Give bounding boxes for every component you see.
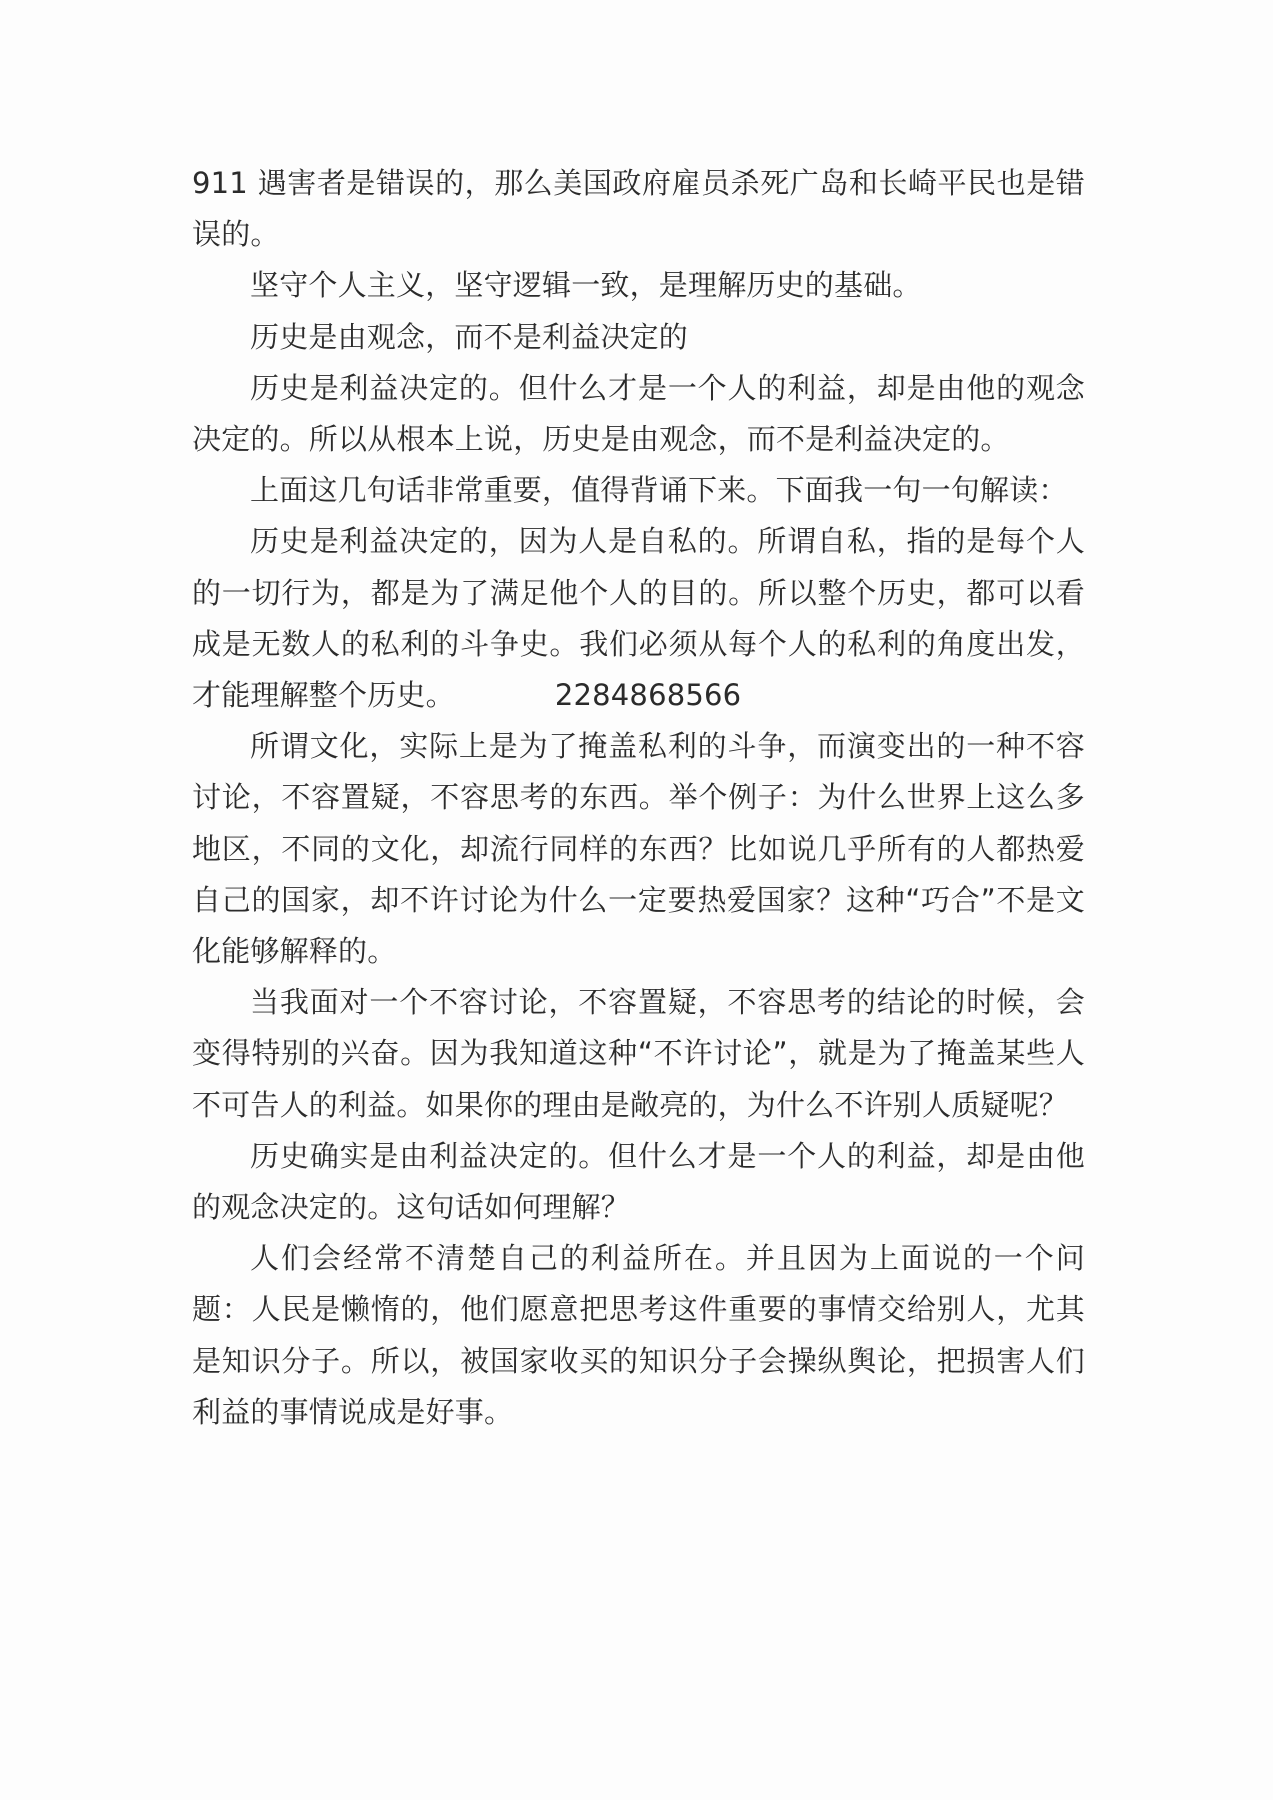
paragraph-2: 坚守个人主义，坚守逻辑一致，是理解历史的基础。 — [250, 268, 922, 303]
document-text-body — [192, 158, 1085, 1438]
paragraph-8: 当我面对一个不容讨论，不容置疑，不容思考的结论的时候，会变得特别的兴奋。因为我知道这种“不许讨论”，就是为了掩盖某些人不可告人的利益。如果你的理由是敞亮的，为什么不许别人质疑呢？ — [192, 985, 1085, 1122]
paragraph-4: 历史是利益决定的。但什么才是一个人的利益，却是由他的观念决定的。所以从根本上说，历史是由观念，而不是利益决定的。 — [192, 370, 1085, 457]
paragraph-3-heading: 历史是由观念，而不是利益决定的 — [250, 319, 689, 354]
inline-number: 2284868566 — [554, 678, 742, 713]
paragraph-5: 上面这几句话非常重要，值得背诵下来。下面我一句一句解读： — [250, 473, 1068, 508]
paragraph-9: 历史确实是由利益决定的。但什么才是一个人的利益，却是由他的观念决定的。这句话如何理解？ — [192, 1138, 1085, 1225]
paragraph-7: 所谓文化，实际上是为了掩盖私利的斗争，而演变出的一种不容讨论，不容置疑，不容思考的东西。举个例子：为什么世界上这么多地区，不同的文化，却流行同样的东西？比如说几乎所有的人都热爱自己的国家，却不许讨论为什么一定要热爱国家？这种“巧合”不是文化能够解释的。 — [192, 729, 1085, 969]
paragraph-1: 911 遇害者是错误的，那么美国政府雇员杀死广岛和长崎平民也是错误的。 — [192, 166, 1085, 252]
paragraph-10: 人们会经常不清楚自己的利益所在。并且因为上面说的一个问题：人民是懒惰的，他们愿意把思考这件重要的事情交给别人，尤其是知识分子。所以，被国家收买的知识分子会操纵舆论，把损害人们利益的事情说成是好事。 — [192, 1241, 1085, 1429]
paragraph-6: 历史是利益决定的，因为人是自私的。所谓自私，指的是每个人的一切行为，都是为了满足他个人的目的。所以整个历史，都可以看成是无数人的私利的斗争史。我们必须从每个人的私利的角度出发，才能理解整个历史。 2284868566 — [192, 524, 1085, 713]
